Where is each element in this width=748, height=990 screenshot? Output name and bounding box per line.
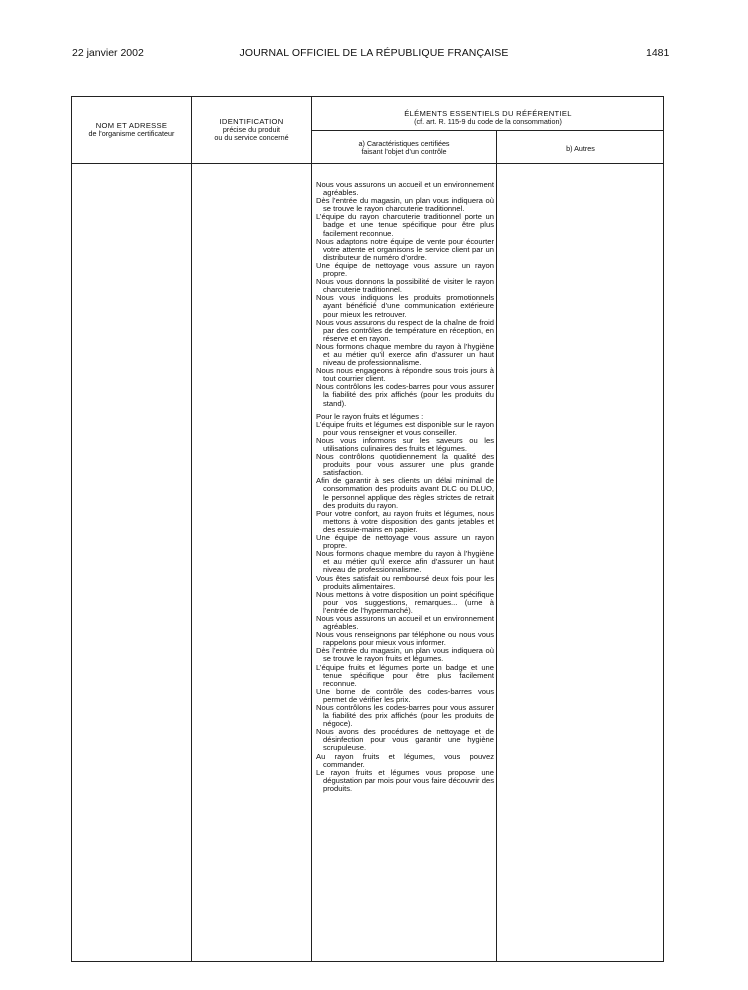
caracteristiques-text-column bbox=[316, 181, 494, 793]
group-header-rule bbox=[311, 130, 664, 131]
commitment-entry: Nous vous assurons un accueil et un environnement agréables. bbox=[316, 613, 494, 632]
header-date: 22 janvier 2002 bbox=[72, 47, 144, 59]
column-header-organisme-subtitle: de l’organisme certificateur bbox=[88, 129, 175, 139]
group-header-title: ÉLÉMENTS ESSENTIELS DU RÉFÉRENTIEL bbox=[404, 109, 572, 118]
commitment-entry: Nous formons chaque membre du rayon à l’hygiène et au métier qu’il exerce afin d’assurer un haut niveau de professionnalisme. bbox=[316, 549, 494, 575]
journal-title: JOURNAL OFFICIEL DE LA RÉPUBLIQUE FRANÇAISE bbox=[239, 47, 509, 59]
column-header-organisme-title: NOM ET ADRESSE bbox=[95, 121, 168, 130]
column-header-autres bbox=[497, 145, 664, 153]
commitment-entry: Une équipe de nettoyage vous assure un rayon propre. bbox=[316, 533, 494, 551]
commitment-entry: Nous nous engageons à répondre sous trois jours à tout courrier client. bbox=[316, 366, 494, 384]
page-number: 1481 bbox=[646, 47, 670, 59]
commitment-entry: Nous avons des procédures de nettoyage et de désinfection pour vous garantir une hygiène scrupuleuse. bbox=[316, 727, 494, 753]
commitment-entry: Nous contrôlons les codes-barres pour vous assurer la fiabilité des prix affichés (pour les produits de négoce). bbox=[316, 703, 494, 729]
charcuterie-commitments bbox=[316, 181, 494, 408]
column-header-identification bbox=[192, 118, 311, 143]
commitment-entry: Pour votre confort, au rayon fruits et légumes, nous mettons à votre disposition des gants jetables et des essuie-mains en papier. bbox=[316, 508, 494, 534]
commitment-entry: Nous vous assurons un accueil et un environnement agréables. bbox=[316, 180, 494, 198]
group-header-reference: (cf. art. R. 115-9 du code de la consommation) bbox=[414, 117, 562, 127]
commitment-entry: Dès l’entrée du magasin, un plan vous indiquera où se trouve le rayon charcuterie traditionnel. bbox=[316, 196, 494, 214]
commitment-entry: Nous contrôlons les codes-barres pour vous assurer la fiabilité des prix affichés (pour les produits du stand). bbox=[316, 382, 494, 408]
commitment-entry: Nous formons chaque membre du rayon à l’hygiène et au métier qu’il exerce afin d’assurer un haut niveau de professionnalisme. bbox=[316, 341, 494, 368]
commitment-entry: Nous vous informons sur les saveurs ou les utilisations culinaires des fruits et légumes. bbox=[316, 435, 494, 453]
commitment-entry: Nous adaptons notre équipe de vente pour écourter votre attente et organisons le service client par un distributeur de numéro d’ordre. bbox=[316, 236, 494, 262]
fruits-legumes-commitments bbox=[316, 421, 494, 793]
commitment-entry: Nous contrôlons quotidiennement la qualité des produits pour vous assurer une plus grande satisfaction. bbox=[316, 452, 494, 478]
commitment-entry: L’équipe du rayon charcuterie traditionnel porte un badge et une tenue spécifique pour être plus facilement reconnue. bbox=[316, 212, 494, 238]
column-header-caracteristiques bbox=[312, 140, 496, 156]
column-header-identification-title: IDENTIFICATION bbox=[219, 117, 284, 126]
commitment-entry: Nous vous donnons la possibilité de visiter le rayon charcuterie traditionnel. bbox=[316, 277, 494, 295]
commitment-entry: Au rayon fruits et légumes, vous pouvez commander. bbox=[316, 751, 494, 769]
column-header-organisme bbox=[72, 122, 191, 138]
commitment-entry: L’équipe fruits et légumes est disponible sur le rayon pour vous renseigner et vous conseiller. bbox=[316, 419, 494, 437]
commitment-entry: Le rayon fruits et légumes vous propose une dégustation par mois pour vous faire découvrir des produits. bbox=[316, 767, 494, 793]
commitment-entry: Nous mettons à votre disposition un point spécifique pour vos suggestions, remarques... (urne à l’entrée de l’hypermarché). bbox=[316, 589, 494, 615]
column-divider-1 bbox=[191, 96, 192, 962]
fruits-legumes-intro: Pour le rayon fruits et légumes : bbox=[316, 411, 424, 421]
commitment-entry: Nous vous assurons du respect de la chaîne de froid par des contrôles de température en réception, en réserve et en rayon. bbox=[316, 317, 494, 343]
column-divider-3 bbox=[496, 130, 497, 962]
column-divider-2 bbox=[311, 96, 312, 962]
commitment-entry: Une borne de contrôle des codes-barres vous permet de vérifier les prix. bbox=[316, 686, 494, 704]
column-header-identification-line2: précise du produit bbox=[222, 125, 281, 135]
column-header-identification-line3: ou du service concerné bbox=[214, 133, 289, 143]
group-header-elements bbox=[312, 110, 664, 126]
commitment-entry: Une équipe de nettoyage vous assure un rayon propre. bbox=[316, 260, 494, 279]
header-bottom-rule bbox=[71, 163, 664, 164]
commitment-entry: L’équipe fruits et légumes porte un badge et une tenue spécifique pour être plus facilement reconnue. bbox=[316, 662, 494, 688]
column-header-caracteristiques-line1: a) Caractéristiques certifiées bbox=[358, 139, 450, 148]
column-header-caracteristiques-line2: faisant l’objet d’un contrôle bbox=[361, 147, 447, 157]
commitment-entry: Afin de garantir à ses clients un délai minimal de consommation des produits avant DLC ou DLUO, le personnel applique des règles strictes de retrait des produits du rayon. bbox=[316, 476, 494, 510]
commitment-entry: Nous vous renseignons par téléphone ou nous vous rappelons pour mieux vous informer. bbox=[316, 630, 494, 648]
commitment-entry: Dès l’entrée du magasin, un plan vous indiquera où se trouve le rayon fruits et légumes. bbox=[316, 646, 494, 664]
commitment-entry: Vous êtes satisfait ou remboursé deux fois pour les produits alimentaires. bbox=[316, 573, 494, 591]
page-header bbox=[0, 47, 748, 61]
commitment-entry: Nous vous indiquons les produits promotionnels ayant bénéficié d’une communication extérieure pour mieux les retrouver. bbox=[316, 293, 494, 319]
column-header-autres-label: b) Autres bbox=[566, 144, 595, 153]
